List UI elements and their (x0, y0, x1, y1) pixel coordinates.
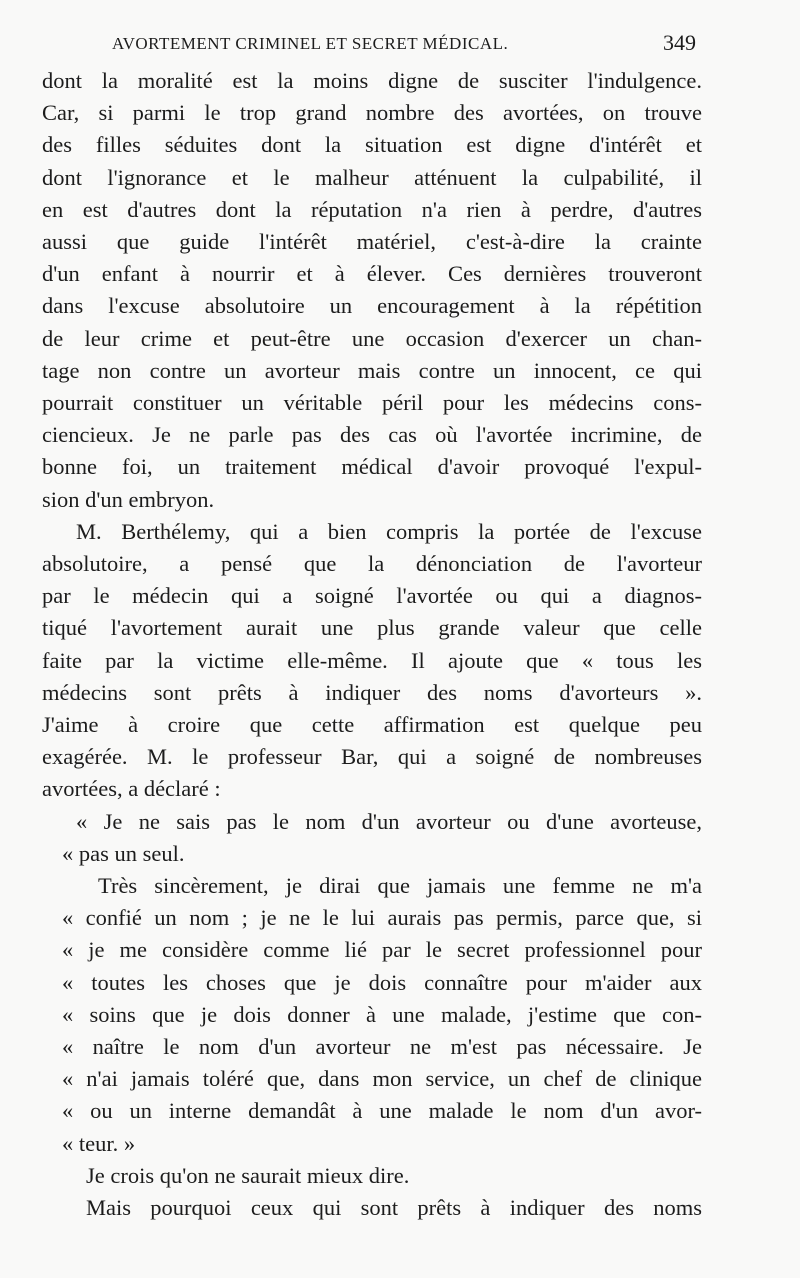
text-line: d'un enfant à nourrir et à élever. Ces dernières trouveront (42, 261, 702, 287)
text-line: avortées, a déclaré : (42, 776, 221, 802)
text-line: pourrait constituer un véritable péril pour les médecins cons- (42, 390, 702, 415)
text-line: Car, si parmi le trop grand nombre des avortées, on trouve (42, 100, 702, 126)
text-line: « pas un seul. (62, 840, 185, 866)
text-line: M. Berthélemy, qui a bien compris la portée de l'excuse (76, 518, 702, 544)
text-line: « je me considère comme lié par le secret professionnel pour (62, 937, 702, 963)
text-line: « toutes les choses que je dois connaître pour m'aider aux (62, 969, 702, 995)
text-line: ciencieux. Je ne parle pas des cas où l'avortée incrimine, de (42, 422, 702, 448)
text-line: « naître le nom d'un avorteur ne m'est pas nécessaire. Je (62, 1034, 702, 1059)
page-number: 349 (663, 30, 696, 55)
text-line: tiqué l'avortement aurait une plus grande valeur que celle (42, 615, 702, 641)
text-line: par le médecin qui a soigné l'avortée ou qui a diagnos- (42, 583, 702, 609)
text-line: en est d'autres dont la réputation n'a rien à perdre, d'autres (42, 196, 702, 222)
text-line: « soins que je dois donner à une malade, j'estime que con- (62, 1001, 702, 1027)
text-line: dans l'excuse absolutoire un encouragement à la répétition (42, 293, 702, 319)
text-line: faite par la victime elle-même. Il ajoute que « tous les (42, 647, 702, 673)
text-line: Je crois qu'on ne saurait mieux dire. (86, 1162, 410, 1188)
text-line: dont l'ignorance et le malheur atténuent la culpabilité, il (42, 164, 702, 190)
text-line: exagérée. M. le professeur Bar, qui a soigné de nombreuses (42, 744, 702, 770)
text-line: « n'ai jamais toléré que, dans mon service, un chef de clinique (62, 1066, 702, 1092)
text-line: J'aime à croire que cette affirmation est quelque peu (42, 712, 702, 737)
text-line: tage non contre un avorteur mais contre un innocent, ce qui (42, 357, 702, 383)
text-line: « Je ne sais pas le nom d'un avorteur ou d'une avorteuse, (76, 808, 702, 834)
text-line: médecins sont prêts à indiquer des noms d'avorteurs ». (42, 679, 702, 705)
text-line: Mais pourquoi ceux qui sont prêts à indiquer des noms (86, 1195, 702, 1220)
running-title: AVORTEMENT CRIMINEL ET SECRET MÉDICAL. (112, 34, 509, 53)
text-line: de leur crime et peut-être une occasion d'exercer un chan- (42, 325, 702, 351)
text-line: sion d'un embryon. (42, 486, 215, 512)
text-line: aussi que guide l'intérêt matériel, c'est-à-dire la crainte (42, 229, 702, 254)
text-line: dont la moralité est la moins digne de susciter l'indulgence. (42, 68, 702, 93)
running-head (112, 30, 696, 62)
text-line: « confié un nom ; je ne le lui aurais pas permis, parce que, si (62, 905, 702, 931)
text-line: « teur. » (62, 1130, 136, 1156)
text-line: Très sincèrement, je dirai que jamais une femme ne m'a (98, 873, 702, 898)
text-line: « ou un interne demandât à une malade le nom d'un avor- (62, 1098, 702, 1124)
text-line: des filles séduites dont la situation est digne d'intérêt et (42, 132, 702, 158)
text-line: bonne foi, un traitement médical d'avoir provoqué l'expul- (42, 454, 702, 480)
text-line: absolutoire, a pensé que la dénonciation de l'avorteur (42, 551, 702, 576)
